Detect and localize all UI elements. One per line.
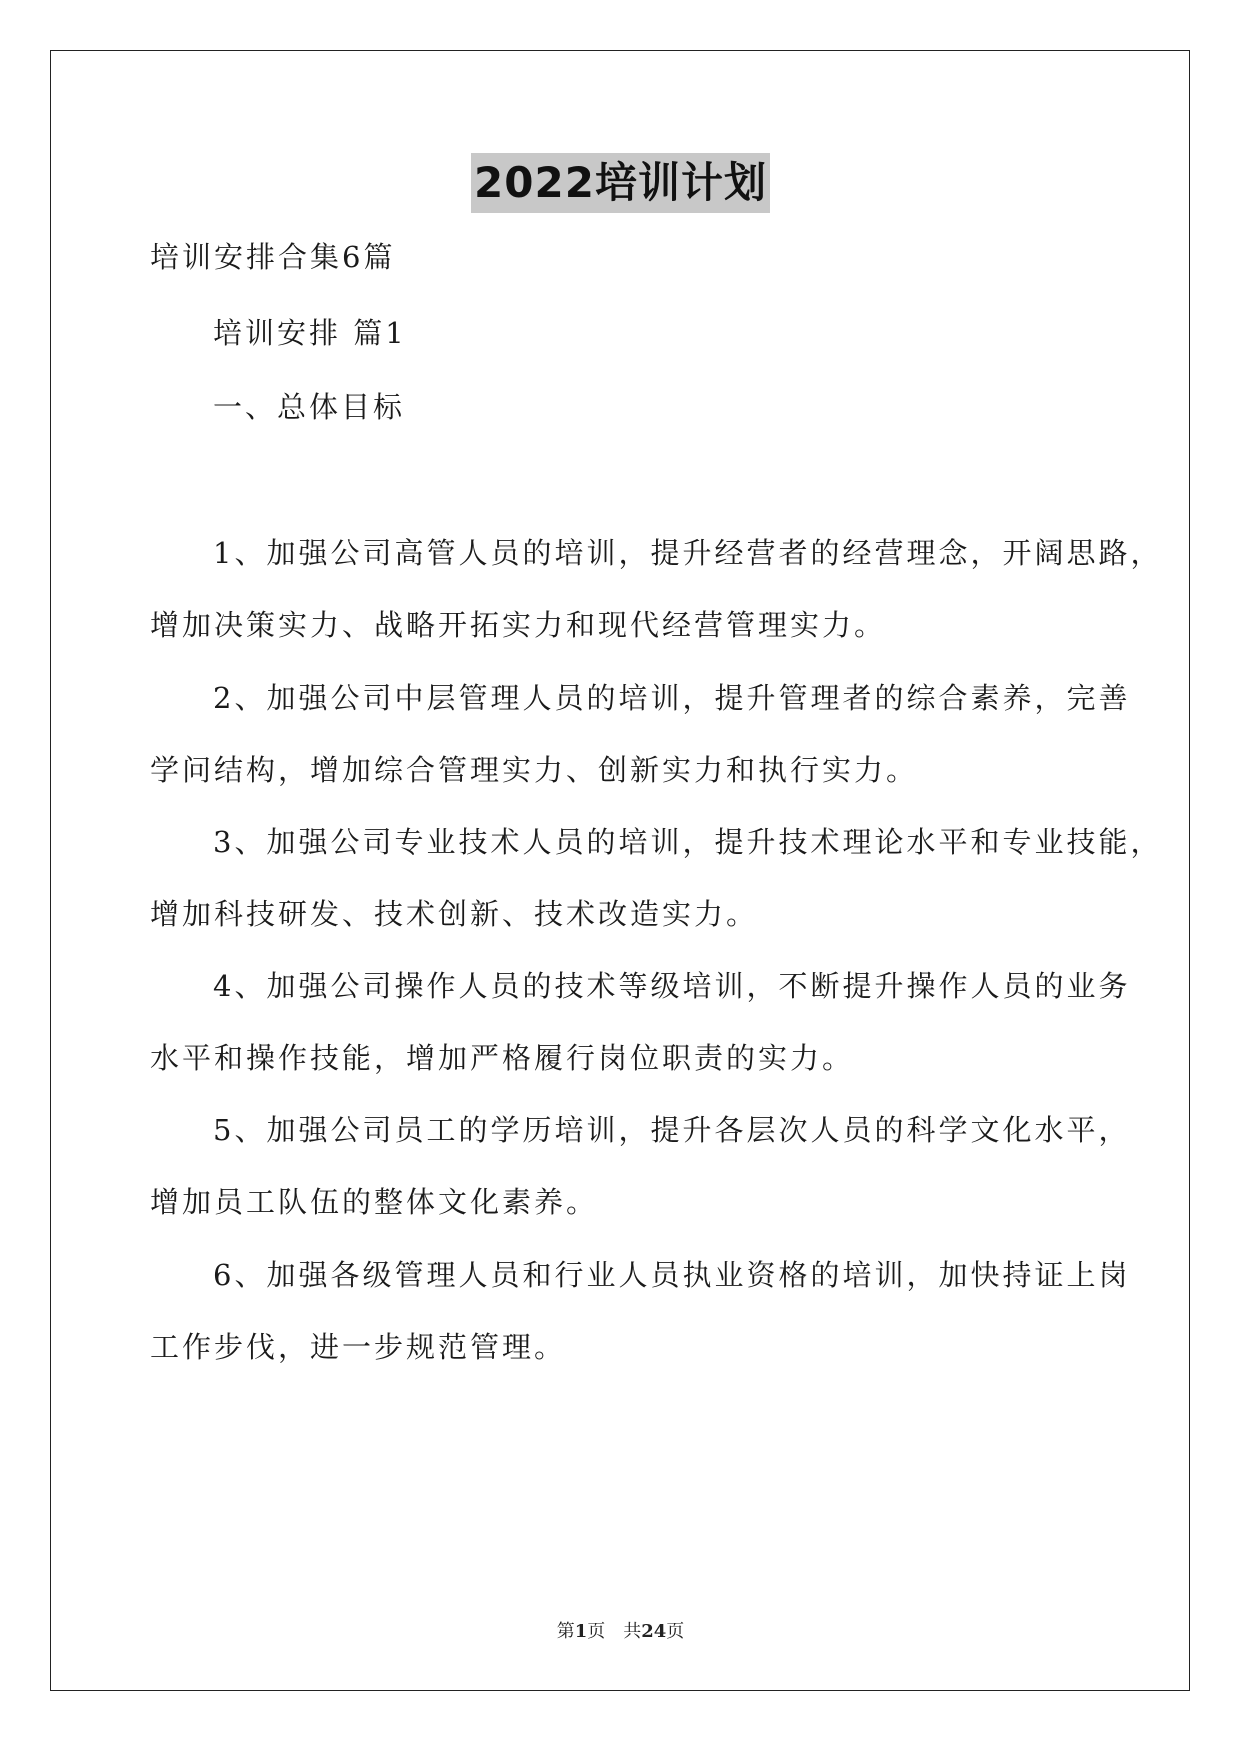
paragraph-2-line-1: 2、加强公司中层管理人员的培训，提升管理者的综合素养，完善	[213, 681, 1131, 715]
total-pages-number: 24	[641, 1621, 667, 1642]
title-container	[0, 153, 1241, 213]
paragraph-5-line-2: 增加员工队伍的整体文化素养。	[150, 1185, 599, 1219]
paragraph-1-line-1: 1、加强公司高管人员的培训，提升经营者的经营理念，开阔思路，	[213, 536, 1163, 570]
paragraph-3-line-2: 增加科技研发、技术创新、技术改造实力。	[150, 897, 759, 931]
paragraph-5-line-1: 5、加强公司员工的学历培训，提升各层次人员的科学文化水平，	[213, 1113, 1131, 1147]
document-subtitle: 培训安排合集6篇	[150, 240, 396, 274]
paragraph-3-line-1: 3、加强公司专业技术人员的培训，提升技术理论水平和专业技能，	[213, 825, 1163, 859]
paragraph-1-line-2: 增加决策实力、战略开拓实力和现代经营管理实力。	[150, 608, 887, 642]
paragraph-6-line-2: 工作步伐，进一步规范管理。	[150, 1330, 567, 1364]
document-title: 2022培训计划	[471, 153, 770, 213]
page-footer	[0, 1619, 1241, 1645]
footer-middle: 页 共	[587, 1621, 642, 1642]
page-border	[50, 50, 1190, 1691]
paragraph-6-line-1: 6、加强各级管理人员和行业人员执业资格的培训，加快持证上岗	[213, 1258, 1131, 1292]
current-page-number: 1	[574, 1621, 588, 1642]
footer-suffix: 页	[666, 1621, 685, 1642]
paragraph-2-line-2: 学问结构，增加综合管理实力、创新实力和执行实力。	[150, 753, 919, 787]
section-heading: 培训安排 篇1	[213, 316, 407, 350]
paragraph-4-line-1: 4、加强公司操作人员的技术等级培训，不断提升操作人员的业务	[213, 969, 1131, 1003]
footer-prefix: 第	[556, 1621, 575, 1642]
paragraph-4-line-2: 水平和操作技能，增加严格履行岗位职责的实力。	[150, 1041, 855, 1075]
sub-heading: 一、总体目标	[213, 390, 406, 424]
